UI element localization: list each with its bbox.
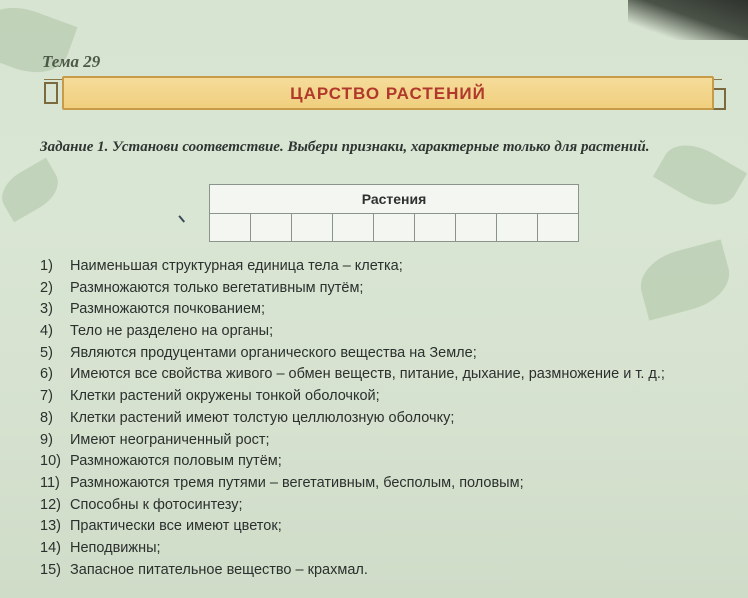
answer-cell[interactable] (497, 214, 538, 241)
item-number: 10) (40, 453, 61, 470)
item-number: 13) (40, 518, 61, 535)
item-number: 15) (40, 561, 61, 578)
item-text: Размножаются почкованием; (70, 301, 266, 318)
item-text: Имеются все свойства живого – обмен веществ, питание, дыхание, размножение и т. д.; (70, 366, 665, 383)
item-number: 3) (40, 301, 53, 318)
list-item (40, 430, 740, 452)
answer-cell[interactable] (292, 214, 333, 241)
list-item (40, 538, 740, 560)
item-number: 2) (40, 279, 53, 296)
item-text: Размножаются только вегетативным путём; (70, 279, 364, 296)
item-number: 9) (40, 431, 53, 448)
list-item (40, 299, 740, 321)
list-item (40, 343, 740, 365)
answer-cell[interactable] (374, 214, 415, 241)
list-item (40, 321, 740, 343)
answer-cell[interactable] (538, 214, 578, 241)
item-text: Способны к фотосинтезу; (70, 496, 243, 513)
item-number: 6) (40, 366, 53, 383)
item-text: Наименьшая структурная единица тела – клетка; (70, 258, 403, 274)
leaf-decoration (0, 158, 66, 223)
page-edge-shadow (628, 0, 748, 40)
item-number: 12) (40, 496, 61, 513)
item-text: Клетки растений имеют толстую целлюлозную оболочку; (70, 409, 455, 426)
list-item (40, 364, 740, 386)
ornament-left (44, 82, 58, 104)
chapter-title: ЦАРСТВО РАСТЕНИЙ (290, 84, 486, 103)
answer-cell[interactable] (251, 214, 292, 241)
answer-cell[interactable] (415, 214, 456, 241)
item-text: Практически все имеют цветок; (70, 518, 282, 535)
item-text: Тело не разделено на органы; (70, 323, 274, 340)
item-number: 4) (40, 323, 53, 340)
task-instruction: Задание 1. Установи соответствие. Выбери признаки, характерные только для растений. (40, 139, 650, 155)
item-number: 11) (40, 474, 60, 491)
answer-cell[interactable] (456, 214, 497, 241)
item-text: Размножаются тремя путями – вегетативным, бесполым, половым; (70, 474, 524, 491)
list-item (40, 495, 740, 517)
item-text: Размножаются половым путём; (70, 453, 282, 470)
chapter-banner (62, 76, 714, 110)
list-item (40, 451, 740, 473)
item-text: Неподвижны; (70, 539, 161, 556)
list-item (40, 516, 740, 538)
item-text: Запасное питательное вещество – крахмал. (70, 561, 368, 578)
item-text: Имеют неограниченный рост; (70, 431, 270, 448)
topic-label: Тема 29 (42, 52, 101, 71)
list-item (40, 256, 740, 278)
answer-cell[interactable] (210, 214, 251, 241)
item-number: 8) (40, 409, 53, 426)
item-number: 1) (40, 258, 53, 274)
answer-cell[interactable] (333, 214, 374, 241)
item-number: 7) (40, 388, 53, 405)
statement-list (40, 256, 740, 581)
item-text: Клетки растений окружены тонкой оболочкой; (70, 388, 380, 405)
table-header: Растения (210, 185, 578, 214)
item-number: 14) (40, 539, 61, 556)
item-number: 5) (40, 344, 53, 361)
answer-table (209, 184, 579, 242)
list-item (40, 473, 740, 495)
list-item (40, 386, 740, 408)
item-text: Являются продуцентами органического вещества на Земле; (70, 344, 477, 361)
pen-mark (178, 211, 189, 222)
ornament-right (712, 88, 726, 110)
list-item (40, 560, 740, 582)
list-item (40, 408, 740, 430)
list-item (40, 278, 740, 300)
answer-cells-row (210, 214, 578, 241)
